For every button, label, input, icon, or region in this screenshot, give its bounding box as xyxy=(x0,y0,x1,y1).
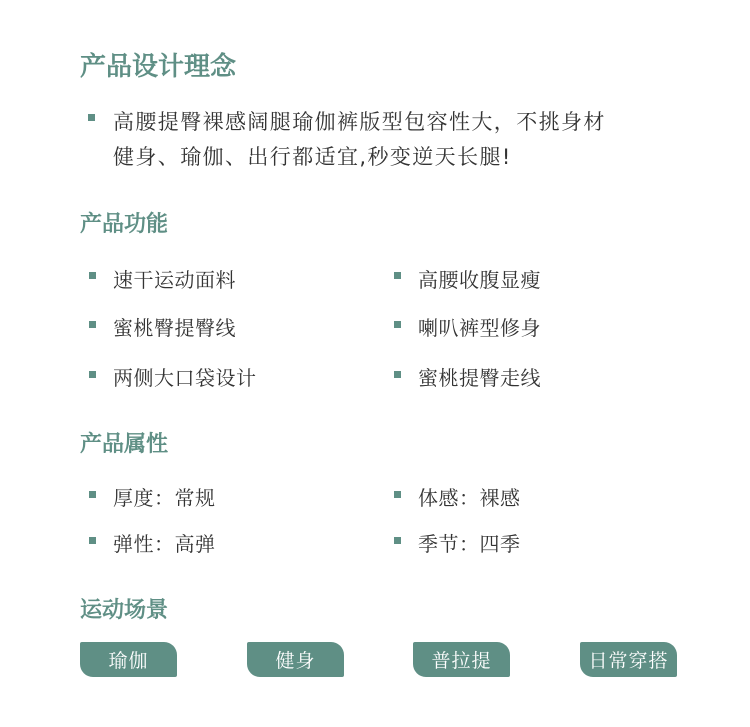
scene-tag-daily-wear[interactable]: 日常穿搭 xyxy=(580,642,677,677)
bullet-icon xyxy=(89,272,96,279)
attribute-item: 弹性：高弹 xyxy=(113,532,216,556)
attribute-item: 季节：四季 xyxy=(418,532,521,556)
function-item: 两侧大口袋设计 xyxy=(113,366,257,390)
section-title-scenes: 运动场景 xyxy=(80,598,169,623)
scene-tag-fitness[interactable]: 健身 xyxy=(247,642,344,677)
scene-tag-pilates[interactable]: 普拉提 xyxy=(413,642,510,677)
function-item: 蜜桃臀提臀线 xyxy=(113,316,236,340)
function-item: 高腰收腹显瘦 xyxy=(418,268,541,292)
bullet-icon xyxy=(88,114,95,121)
bullet-icon xyxy=(89,371,96,378)
bullet-icon xyxy=(394,321,401,328)
bullet-icon xyxy=(89,491,96,498)
attribute-item: 厚度：常规 xyxy=(113,486,216,510)
bullet-icon xyxy=(394,537,401,544)
scene-tag-yoga[interactable]: 瑜伽 xyxy=(80,642,177,677)
design-paragraph-line: 健身、瑜伽、出行都适宜,秒变逆天长腿! xyxy=(113,145,512,169)
function-item: 速干运动面料 xyxy=(113,268,236,292)
bullet-icon xyxy=(89,537,96,544)
attribute-item: 体感：裸感 xyxy=(418,486,521,510)
bullet-icon xyxy=(394,491,401,498)
design-paragraph-line: 高腰提臀裸感阔腿瑜伽裤版型包容性大，不挑身材 xyxy=(113,110,606,134)
design-paragraph xyxy=(113,105,673,175)
section-title-attributes: 产品属性 xyxy=(80,432,169,457)
section-title-design: 产品设计理念 xyxy=(80,52,237,82)
function-item: 喇叭裤型修身 xyxy=(418,316,541,340)
function-item: 蜜桃提臀走线 xyxy=(418,366,541,390)
bullet-icon xyxy=(89,321,96,328)
bullet-icon xyxy=(394,272,401,279)
bullet-icon xyxy=(394,371,401,378)
section-title-function: 产品功能 xyxy=(80,212,169,237)
